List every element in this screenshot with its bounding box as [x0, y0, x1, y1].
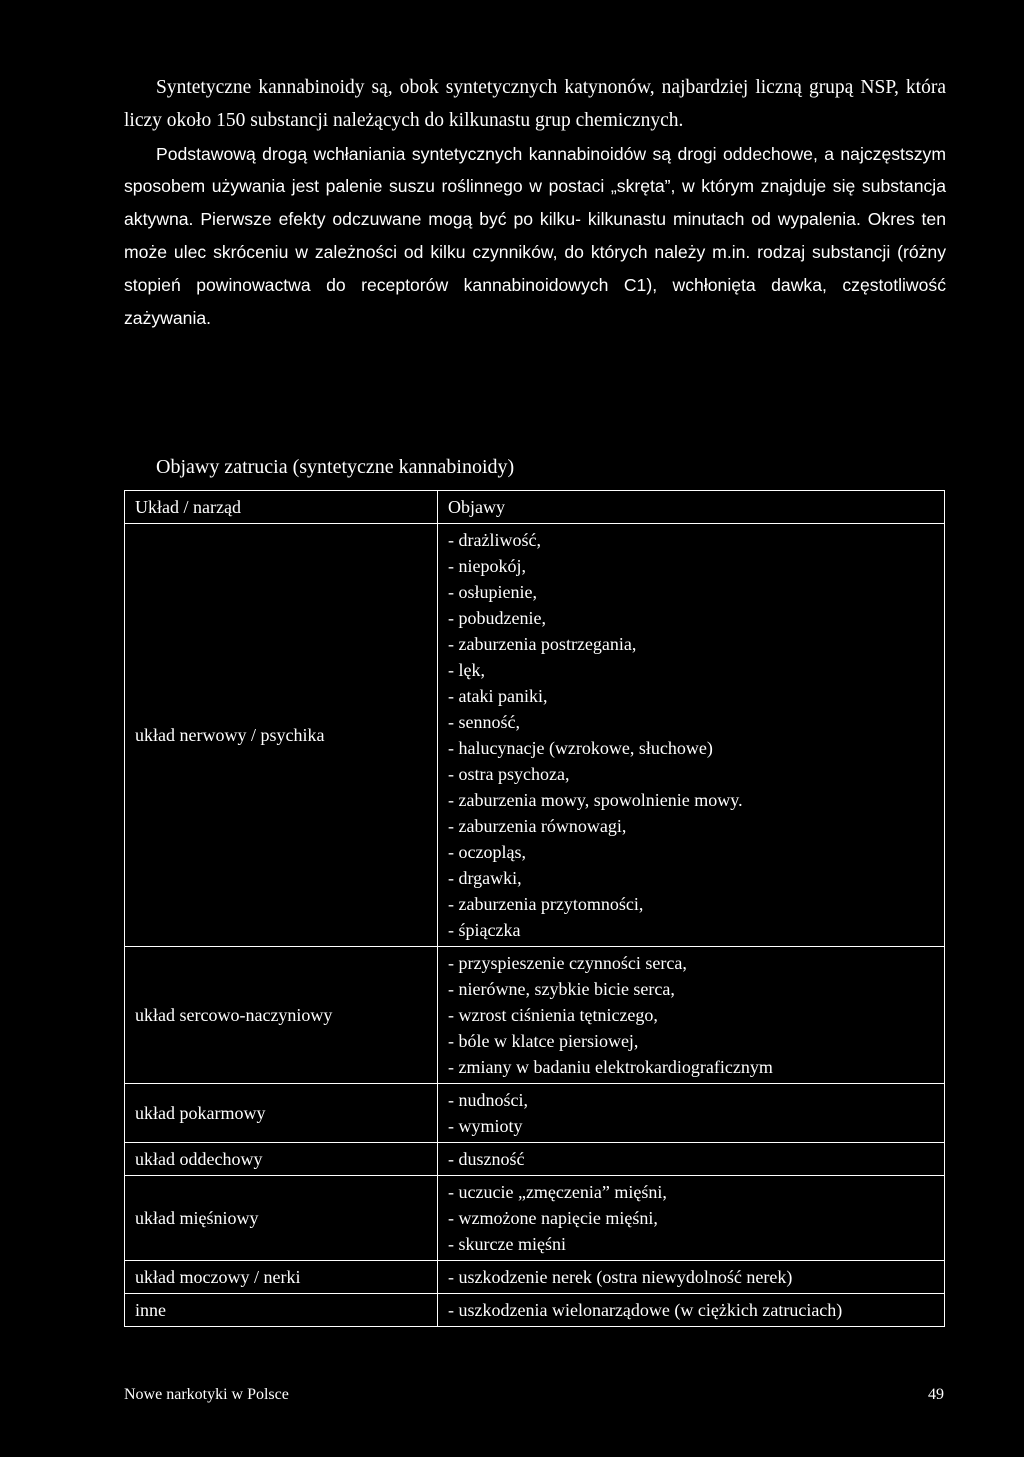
- intro-paragraph-2: Podstawową drogą wchłaniania syntetycznych kannabinoidów są drogi oddechowe, a najczęstszym sposobem używania jest palenie suszu roślinnego w postaci „skręta”, w którym znajduje się substancja aktywna. Pierwsze efekty odczuwane mogą być po kilku- kilkunastu minutach od wypalenia. Okres ten może ulec skróceniu w zależności od kilku czynników, do których należy m.in. rodzaj substancji (różny stopień powinowactwa do receptorów kannabinoidowych C1), wchłonięta dawka, częstotliwość zażywania.: [124, 143, 946, 328]
- header-system: Układ / narząd: [125, 491, 438, 524]
- symptom-item: - bóle w klatce piersiowej,: [448, 1031, 639, 1051]
- symptom-item: - zaburzenia przytomności,: [448, 894, 644, 914]
- table-row: [125, 947, 945, 1084]
- table-row: [125, 1261, 945, 1294]
- symptom-item: - uszkodzenie nerek (ostra niewydolność nerek): [448, 1267, 793, 1287]
- symptom-list: [448, 1146, 934, 1172]
- symptom-item: - zmiany w badaniu elektrokardiograficznym: [448, 1057, 773, 1077]
- symptom-item: - wzrost ciśnienia tętniczego,: [448, 1005, 658, 1025]
- system-cell: układ pokarmowy: [125, 1084, 438, 1143]
- table-header-row: [125, 491, 945, 524]
- symptom-item: - uszkodzenia wielonarządowe (w ciężkich zatruciach): [448, 1300, 843, 1320]
- symptom-list: [448, 950, 934, 1080]
- symptom-item: - śpiączka: [448, 920, 521, 940]
- intro-text: [124, 72, 946, 334]
- page-number: 49: [928, 1386, 944, 1403]
- symptom-item: - drgawki,: [448, 868, 522, 888]
- symptom-item: - lęk,: [448, 660, 485, 680]
- table-row: [125, 1176, 945, 1261]
- symptom-list: [448, 1179, 934, 1257]
- symptom-item: - senność,: [448, 712, 520, 732]
- system-cell: układ oddechowy: [125, 1143, 438, 1176]
- intro-paragraph-1: Syntetyczne kannabinoidy są, obok syntetycznych katynonów, najbardziej liczną grupą NSP, która liczy około 150 substancji należących do kilkunastu grup chemicznych.: [124, 77, 946, 131]
- symptoms-cell: [438, 1261, 945, 1294]
- footer-title: Nowe narkotyki w Polsce: [124, 1386, 289, 1403]
- system-cell: układ mięśniowy: [125, 1176, 438, 1261]
- table-row: [125, 524, 945, 947]
- symptom-item: - skurcze mięśni: [448, 1234, 566, 1254]
- symptom-item: - halucynacje (wzrokowe, słuchowe): [448, 738, 713, 758]
- symptoms-cell: [438, 1084, 945, 1143]
- symptom-list: [448, 1297, 934, 1323]
- table-title: Objawy zatrucia (syntetyczne kannabinoidy): [156, 456, 515, 478]
- symptom-item: - duszność: [448, 1149, 525, 1169]
- symptom-item: - zaburzenia mowy, spowolnienie mowy.: [448, 790, 743, 810]
- symptom-item: - wymioty: [448, 1116, 523, 1136]
- symptoms-cell: [438, 947, 945, 1084]
- symptom-item: - zaburzenia postrzegania,: [448, 634, 637, 654]
- symptom-list: [448, 1264, 934, 1290]
- symptom-item: - pobudzenie,: [448, 608, 546, 628]
- system-cell: układ sercowo-naczyniowy: [125, 947, 438, 1084]
- symptoms-cell: [438, 1143, 945, 1176]
- symptom-item: - uczucie „zmęczenia” mięśni,: [448, 1182, 667, 1202]
- symptom-item: - wzmożone napięcie mięśni,: [448, 1208, 658, 1228]
- system-cell: układ nerwowy / psychika: [125, 524, 438, 947]
- symptom-item: - niepokój,: [448, 556, 526, 576]
- symptom-item: - przyspieszenie czynności serca,: [448, 953, 687, 973]
- symptom-item: - ataki paniki,: [448, 686, 548, 706]
- table-row: [125, 1294, 945, 1327]
- table-row: [125, 1084, 945, 1143]
- system-cell: inne: [125, 1294, 438, 1327]
- system-cell: układ moczowy / nerki: [125, 1261, 438, 1294]
- symptom-item: - nudności,: [448, 1090, 528, 1110]
- symptom-item: - ostra psychoza,: [448, 764, 570, 784]
- symptom-item: - osłupienie,: [448, 582, 537, 602]
- symptom-list: [448, 527, 934, 943]
- symptom-item: - nierówne, szybkie bicie serca,: [448, 979, 675, 999]
- symptom-item: - drażliwość,: [448, 530, 541, 550]
- symptoms-cell: [438, 1176, 945, 1261]
- symptoms-cell: [438, 524, 945, 947]
- symptom-list: [448, 1087, 934, 1139]
- table-row: [125, 1143, 945, 1176]
- symptom-item: - oczopląs,: [448, 842, 526, 862]
- symptom-item: - zaburzenia równowagi,: [448, 816, 627, 836]
- symptoms-cell: [438, 1294, 945, 1327]
- header-symptoms: Objawy: [438, 491, 945, 524]
- symptoms-table: [124, 490, 945, 1327]
